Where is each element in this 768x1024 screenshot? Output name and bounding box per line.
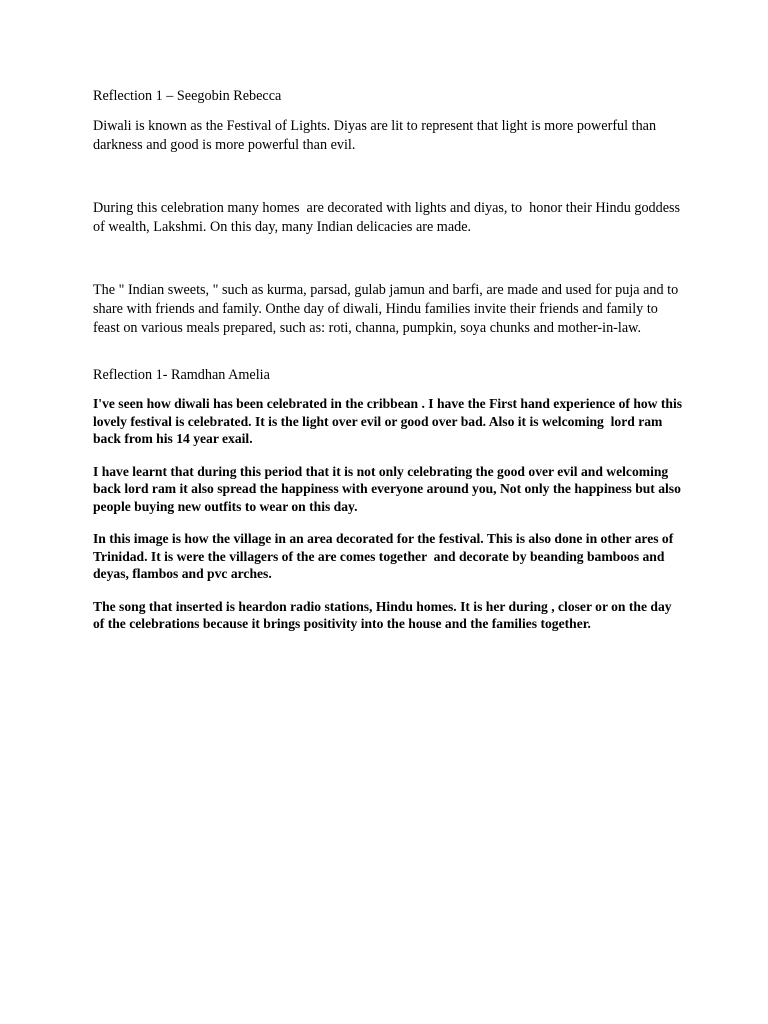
reflection-2-paragraph-3: In this image is how the village in an area decorated for the festival. This is also done in other ares of Trinidad. It is were the villagers of the are comes together and decorate by beanding bamboos and deyas, flambos and pvc arches.: [93, 531, 677, 581]
document-page: [93, 87, 686, 633]
reflection-2-paragraph-2: I have learnt that during this period that it is not only celebrating the good over evil and welcoming back lord ram it also spread the happiness with everyone around you, Not only the happiness but also people buying new outfits to wear on this day.: [93, 463, 685, 514]
reflection-1-title: Reflection 1 – Seegobin Rebecca: [93, 88, 282, 104]
reflection-1-paragraph-2: During this celebration many homes are decorated with lights and diyas, to honor their Hindu goddess of wealth, Lakshmi. On this day, many Indian delicacies are made.: [93, 200, 684, 235]
reflection-1-paragraph-3: The " Indian sweets, " such as kurma, parsad, gulab jamun and barfi, are made and used for puja and to share with friends and family. Onthe day of diwali, Hindu families invite their friends and family to feast on various meals prepared, such as: roti, channa, pumpkin, soya chunks and mother-in-law.: [93, 282, 682, 336]
reflection-2-paragraph-4: The song that inserted is heardon radio stations, Hindu homes. It is her during , closer or on the day of the celebrations because it brings positivity into the house and the families together.: [93, 598, 675, 631]
reflection-2-title: Reflection 1- Ramdhan Amelia: [93, 367, 270, 383]
reflection-1-paragraph-1: Diwali is known as the Festival of Lights. Diyas are lit to represent that light is more powerful than darkness and good is more powerful than evil.: [93, 118, 660, 153]
reflection-2-paragraph-1: I've seen how diwali has been celebrated in the cribbean . I have the First hand experience of how this lovely festival is celebrated. It is the light over evil or good over bad. Also it is welcoming lord ram back from his 14 year exail.: [93, 396, 686, 446]
